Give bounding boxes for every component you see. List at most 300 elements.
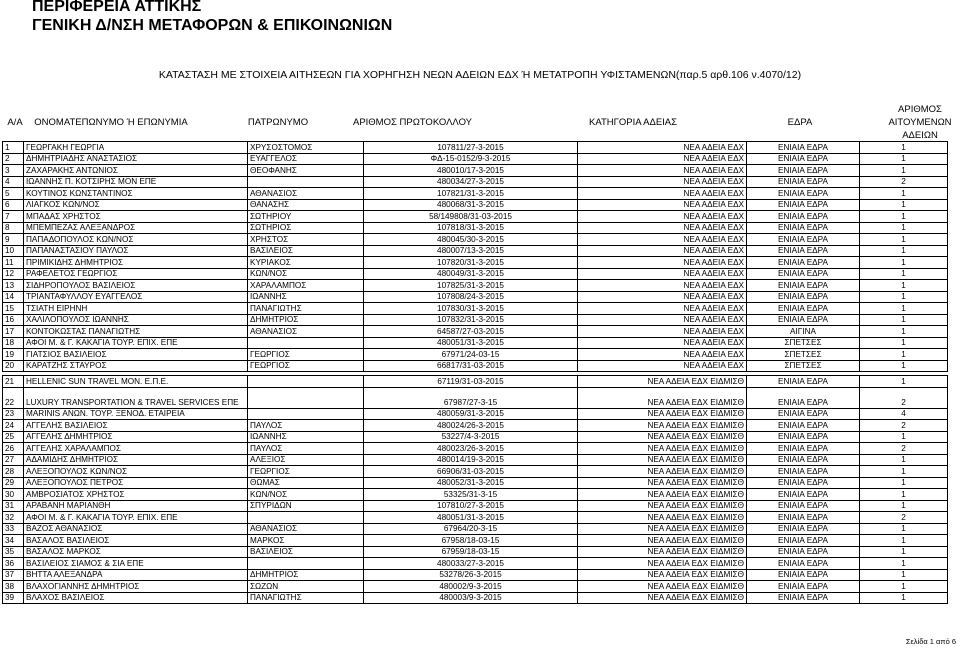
cell-father: ΧΑΡΑΛΑΜΠΟΣ [248, 280, 364, 292]
table-row [3, 489, 948, 501]
cell-father: ΠΑΥΛΟΣ [248, 443, 364, 455]
cell-count: 1 [860, 234, 948, 246]
cell-father [248, 387, 364, 408]
table-row [3, 387, 948, 408]
cell-name: ΒΑΣΑΛΟΣ ΜΑΡΚΟΣ [24, 546, 248, 558]
table-row [3, 303, 948, 315]
cell-father: ΕΥΑΓΓΕΛΟΣ [248, 153, 364, 165]
cell-aa: 5 [3, 188, 24, 200]
cell-protocol: 480024/26-3-2015 [364, 420, 578, 432]
cell-seat: ΕΝΙΑΙΑ ΕΔΡΑ [747, 592, 860, 604]
table-row [3, 314, 948, 326]
cell-father: ΣΩΤΗΡΙΟΣ [248, 222, 364, 234]
cell-name: ΑΛΕΞΟΠΟΥΛΟΣ ΠΕΤΡΟΣ [24, 477, 248, 489]
table-row [3, 234, 948, 246]
cell-aa: 4 [3, 176, 24, 188]
cell-father: ΘΑΝΑΣΗΣ [248, 199, 364, 211]
cell-seat: ΕΝΙΑΙΑ ΕΔΡΑ [747, 500, 860, 512]
cell-aa: 25 [3, 431, 24, 443]
cell-category: ΝΕΑ ΑΔΕΙΑ ΕΔΧ [578, 280, 747, 292]
cell-aa: 6 [3, 199, 24, 211]
table-row [3, 360, 948, 372]
cell-seat: ΕΝΙΑΙΑ ΕΔΡΑ [747, 291, 860, 303]
cell-aa: 30 [3, 489, 24, 501]
cell-category: ΝΕΑ ΑΔΕΙΑ ΕΔΧ [578, 268, 747, 280]
cell-count: 1 [860, 222, 948, 234]
cell-aa: 23 [3, 408, 24, 420]
cell-count: 1 [860, 165, 948, 177]
cell-name: ΑΓΓΕΛΗΣ ΧΑΡΑΛΑΜΠΟΣ [24, 443, 248, 455]
cell-protocol: 67959/18-03-15 [364, 546, 578, 558]
cell-seat: ΕΝΙΑΙΑ ΕΔΡΑ [747, 569, 860, 581]
cell-seat: ΑΙΓΙΝΑ [747, 326, 860, 338]
cell-seat: ΕΝΙΑΙΑ ΕΔΡΑ [747, 142, 860, 154]
cell-name: ΚΑΡΑΤΖΗΣ ΣΤΑΥΡΟΣ [24, 360, 248, 372]
title-line-1: ΠΕΡΙΦΕΡΕΙΑ ΑΤΤΙΚΗΣ [32, 0, 202, 15]
cell-aa: 36 [3, 558, 24, 570]
cell-category: ΝΕΑ ΑΔΕΙΑ ΕΔΧ [578, 349, 747, 361]
table-row [3, 523, 948, 535]
cell-seat: ΕΝΙΑΙΑ ΕΔΡΑ [747, 558, 860, 570]
table-row [3, 466, 948, 478]
cell-aa: 9 [3, 234, 24, 246]
table-header [0, 104, 960, 142]
cell-count: 1 [860, 535, 948, 547]
cell-count: 1 [860, 500, 948, 512]
cell-father [248, 512, 364, 524]
cell-category: ΝΕΑ ΑΔΕΙΑ ΕΔΧ ΕΙΔΜΙΣΘ [578, 454, 747, 466]
cell-seat: ΕΝΙΑΙΑ ΕΔΡΑ [747, 387, 860, 408]
cell-count: 4 [860, 408, 948, 420]
cell-category: ΝΕΑ ΑΔΕΙΑ ΕΔΧ [578, 303, 747, 315]
cell-category: ΝΕΑ ΑΔΕΙΑ ΕΔΧ ΕΙΔΜΙΣΘ [578, 558, 747, 570]
cell-protocol: 480051/31-3-2015 [364, 337, 578, 349]
cell-father [248, 408, 364, 420]
cell-name: ΓΙΑΤΣΙΟΣ ΒΑΣΙΛΕΙΟΣ [24, 349, 248, 361]
col-count-header-2: ΑΙΤΟΥΜΕΝΩΝ [888, 117, 952, 128]
cell-father: ΣΩΤΗΡΙΟΥ [248, 211, 364, 223]
cell-aa: 35 [3, 546, 24, 558]
page-footer: Σελίδα 1 από 6 [905, 637, 956, 646]
cell-protocol: 66817/31-03-2015 [364, 360, 578, 372]
table-row [3, 500, 948, 512]
cell-father: ΑΘΑΝΑΣΙΟΣ [248, 523, 364, 535]
cell-category: ΝΕΑ ΑΔΕΙΑ ΕΔΧ ΕΙΔΜΙΣΘ [578, 477, 747, 489]
cell-seat: ΕΝΙΑΙΑ ΕΔΡΑ [747, 581, 860, 593]
cell-count: 1 [860, 376, 948, 388]
cell-category: ΝΕΑ ΑΔΕΙΑ ΕΔΧ [578, 165, 747, 177]
cell-father: ΑΛΕΞΙΟΣ [248, 454, 364, 466]
cell-category: ΝΕΑ ΑΔΕΙΑ ΕΔΧ [578, 142, 747, 154]
cell-name: ΑΡΑΒΑΝΗ ΜΑΡΙΑΝΘΗ [24, 500, 248, 512]
cell-count: 1 [860, 268, 948, 280]
cell-father: ΑΘΑΝΑΣΙΟΣ [248, 326, 364, 338]
cell-protocol: ΦΔ-15-0152/9-3-2015 [364, 153, 578, 165]
cell-father [248, 176, 364, 188]
table-row [3, 581, 948, 593]
cell-name: ΚΟΥΤΙΝΟΣ ΚΩΝΣΤΑΝΤΙΝΟΣ [24, 188, 248, 200]
cell-category: ΝΕΑ ΑΔΕΙΑ ΕΔΧ [578, 360, 747, 372]
cell-seat: ΕΝΙΑΙΑ ΕΔΡΑ [747, 546, 860, 558]
table-row [3, 512, 948, 524]
cell-category: ΝΕΑ ΑΔΕΙΑ ΕΔΧ [578, 326, 747, 338]
cell-aa: 26 [3, 443, 24, 455]
cell-protocol: 480002/9-3-2015 [364, 581, 578, 593]
cell-father: ΓΕΩΡΓΙΟΣ [248, 349, 364, 361]
table-row [3, 592, 948, 604]
table-row [3, 535, 948, 547]
cell-count: 2 [860, 420, 948, 432]
cell-protocol: 107808/24-3-2015 [364, 291, 578, 303]
cell-aa: 32 [3, 512, 24, 524]
cell-protocol: 53278/26-3-2015 [364, 569, 578, 581]
cell-category: ΝΕΑ ΑΔΕΙΑ ΕΔΧ [578, 153, 747, 165]
cell-name: MARINIS ΑΝΩΝ. ΤΟΥΡ. ΞΕΝΟΔ. ΕΤΑΙΡΕΙΑ [24, 408, 248, 420]
cell-seat: ΕΝΙΑΙΑ ΕΔΡΑ [747, 199, 860, 211]
table-row [3, 165, 948, 177]
cell-protocol: 480049/31-3-2015 [364, 268, 578, 280]
cell-category: ΝΕΑ ΑΔΕΙΑ ΕΔΧ ΕΙΔΜΙΣΘ [578, 500, 747, 512]
cell-name: ΡΑΦΕΛΕΤΟΣ ΓΕΩΡΓΙΟΣ [24, 268, 248, 280]
applications-table [2, 141, 948, 604]
table-row [3, 326, 948, 338]
cell-count: 1 [860, 349, 948, 361]
cell-seat: ΕΝΙΑΙΑ ΕΔΡΑ [747, 523, 860, 535]
table-row [3, 199, 948, 211]
cell-name: ΙΩΑΝΝΗΣ Π. ΚΟΤΣΙΡΗΣ ΜΟΝ ΕΠΕ [24, 176, 248, 188]
cell-aa: 17 [3, 326, 24, 338]
cell-aa: 16 [3, 314, 24, 326]
cell-name: HELLENIC SUN TRAVEL ΜΟΝ. Ε.Π.Ε. [24, 376, 248, 388]
cell-category: ΝΕΑ ΑΔΕΙΑ ΕΔΧ ΕΙΔΜΙΣΘ [578, 546, 747, 558]
cell-category: ΝΕΑ ΑΔΕΙΑ ΕΔΧ [578, 222, 747, 234]
cell-name: ΛΙΑΓΚΟΣ ΚΩΝ/ΝΟΣ [24, 199, 248, 211]
cell-seat: ΕΝΙΑΙΑ ΕΔΡΑ [747, 176, 860, 188]
table-row [3, 337, 948, 349]
cell-aa: 12 [3, 268, 24, 280]
table-row [3, 222, 948, 234]
cell-seat: ΕΝΙΑΙΑ ΕΔΡΑ [747, 303, 860, 315]
table-row [3, 408, 948, 420]
col-seat-header: ΕΔΡΑ [787, 117, 813, 128]
cell-aa: 10 [3, 245, 24, 257]
table-row [3, 245, 948, 257]
cell-father: ΘΕΟΦΑΝΗΣ [248, 165, 364, 177]
cell-count: 1 [860, 489, 948, 501]
cell-father: ΙΩΑΝΝΗΣ [248, 431, 364, 443]
cell-count: 1 [860, 199, 948, 211]
cell-seat: ΕΝΙΑΙΑ ΕΔΡΑ [747, 376, 860, 388]
col-father-header: ΠΑΤΡΩΝΥΜΟ [247, 117, 309, 128]
cell-name: ΒΑΖΟΣ ΑΘΑΝΑΣΙΟΣ [24, 523, 248, 535]
cell-name: ΚΟΝΤΟΚΩΣΤΑΣ ΠΑΝΑΓΙΩΤΗΣ [24, 326, 248, 338]
cell-name: LUXURY TRANSPORTATION & TRAVEL SERVICES ΕΠΕ [24, 387, 248, 408]
cell-name: ΧΑΛΙΛΟΠΟΥΛΟΣ ΙΩΑΝΝΗΣ [24, 314, 248, 326]
cell-seat: ΕΝΙΑΙΑ ΕΔΡΑ [747, 165, 860, 177]
cell-protocol: 480068/31-3-2015 [364, 199, 578, 211]
cell-name: ΑΛΕΞΟΠΟΥΛΟΣ ΚΩΝ/ΝΟΣ [24, 466, 248, 478]
cell-count: 1 [860, 558, 948, 570]
cell-category: ΝΕΑ ΑΔΕΙΑ ΕΔΧ ΕΙΔΜΙΣΘ [578, 512, 747, 524]
cell-category: ΝΕΑ ΑΔΕΙΑ ΕΔΧ [578, 291, 747, 303]
table-row [3, 376, 948, 388]
cell-aa: 22 [3, 387, 24, 408]
cell-category: ΝΕΑ ΑΔΕΙΑ ΕΔΧ [578, 337, 747, 349]
cell-aa: 31 [3, 500, 24, 512]
table-row [3, 546, 948, 558]
cell-aa: 11 [3, 257, 24, 269]
cell-name: ΠΑΠΑΔΟΠΟΥΛΟΣ ΚΩΝ/ΝΟΣ [24, 234, 248, 246]
cell-father: ΣΠΥΡΙΔΩΝ [248, 500, 364, 512]
cell-name: ΒΑΣΙΛΕΙΟΣ ΣΙΑΜΟΣ & ΣΙΑ ΕΠΕ [24, 558, 248, 570]
title-line-2: ΓΕΝΙΚΗ Δ/ΝΣΗ ΜΕΤΑΦΟΡΩΝ & ΕΠΙΚΟΙΝΩΝΙΩΝ [32, 17, 393, 34]
cell-count: 1 [860, 454, 948, 466]
cell-count: 1 [860, 466, 948, 478]
cell-father: ΚΩΝ/ΝΟΣ [248, 268, 364, 280]
cell-category: ΝΕΑ ΑΔΕΙΑ ΕΔΧ [578, 176, 747, 188]
table-row [3, 211, 948, 223]
cell-father: ΑΘΑΝΑΣΙΟΣ [248, 188, 364, 200]
cell-count: 1 [860, 211, 948, 223]
cell-seat: ΕΝΙΑΙΑ ΕΔΡΑ [747, 314, 860, 326]
col-protocol-header: ΑΡΙΘΜΟΣ ΠΡΩΤΟΚΟΛΛΟΥ [352, 117, 472, 128]
cell-name: ΣΙΔΗΡΟΠΟΥΛΟΣ ΒΑΣΙΛΕΙΟΣ [24, 280, 248, 292]
cell-father: ΚΥΡΙΑΚΟΣ [248, 257, 364, 269]
cell-count: 1 [860, 477, 948, 489]
cell-count: 1 [860, 245, 948, 257]
cell-count: 1 [860, 546, 948, 558]
cell-seat: ΕΝΙΑΙΑ ΕΔΡΑ [747, 245, 860, 257]
cell-seat: ΕΝΙΑΙΑ ΕΔΡΑ [747, 420, 860, 432]
cell-name: ΑΓΓΕΛΗΣ ΒΑΣΙΛΕΙΟΣ [24, 420, 248, 432]
cell-protocol: 66906/31-03-2015 [364, 466, 578, 478]
cell-name: ΑΔΑΜΙΔΗΣ ΔΗΜΗΤΡΙΟΣ [24, 454, 248, 466]
cell-aa: 15 [3, 303, 24, 315]
cell-father [248, 376, 364, 388]
table-row [3, 176, 948, 188]
cell-aa: 37 [3, 569, 24, 581]
cell-protocol: 480052/31-3-2015 [364, 477, 578, 489]
cell-seat: ΕΝΙΑΙΑ ΕΔΡΑ [747, 280, 860, 292]
cell-seat: ΕΝΙΑΙΑ ΕΔΡΑ [747, 477, 860, 489]
cell-protocol: 480059/31-3-2015 [364, 408, 578, 420]
cell-count: 1 [860, 337, 948, 349]
table-row [3, 443, 948, 455]
cell-father: ΣΩΖΩΝ [248, 581, 364, 593]
cell-seat: ΕΝΙΑΙΑ ΕΔΡΑ [747, 454, 860, 466]
cell-father: ΠΑΝΑΓΙΩΤΗΣ [248, 592, 364, 604]
cell-seat: ΕΝΙΑΙΑ ΕΔΡΑ [747, 431, 860, 443]
cell-protocol: 480010/17-3-2015 [364, 165, 578, 177]
cell-seat: ΕΝΙΑΙΑ ΕΔΡΑ [747, 466, 860, 478]
cell-protocol: 480045/30-3-2015 [364, 234, 578, 246]
cell-name: ΑΓΓΕΛΗΣ ΔΗΜΗΤΡΙΟΣ [24, 431, 248, 443]
cell-seat: ΕΝΙΑΙΑ ΕΔΡΑ [747, 257, 860, 269]
cell-aa: 21 [3, 376, 24, 388]
cell-name: ΑΦΟΙ Μ. & Γ. ΚΑΚΑΓΙΑ ΤΟΥΡ. ΕΠΙΧ. ΕΠΕ [24, 512, 248, 524]
cell-aa: 19 [3, 349, 24, 361]
table-row [3, 291, 948, 303]
cell-protocol: 107821/31-3-2015 [364, 188, 578, 200]
cell-category: ΝΕΑ ΑΔΕΙΑ ΕΔΧ ΕΙΔΜΙΣΘ [578, 569, 747, 581]
table-row [3, 420, 948, 432]
cell-father: ΧΡΗΣΤΟΣ [248, 234, 364, 246]
table-row [3, 268, 948, 280]
cell-category: ΝΕΑ ΑΔΕΙΑ ΕΔΧ ΕΙΔΜΙΣΘ [578, 420, 747, 432]
col-name-header: ΟΝΟΜΑΤΕΠΩΝΥΜΟ Ή ΕΠΩΝΥΜΙΑ [34, 117, 188, 128]
cell-protocol: 480034/27-3-2015 [364, 176, 578, 188]
cell-protocol: 67987/27-3-15 [364, 387, 578, 408]
cell-aa: 3 [3, 165, 24, 177]
cell-aa: 39 [3, 592, 24, 604]
cell-aa: 20 [3, 360, 24, 372]
cell-father [248, 337, 364, 349]
cell-name: ΑΜΒΡΟΣΙΑΤΟΣ ΧΡΗΣΤΟΣ [24, 489, 248, 501]
cell-count: 2 [860, 176, 948, 188]
cell-father: ΧΡΥΣΟΣΤΟΜΟΣ [248, 142, 364, 154]
col-aa-header: Α/Α [7, 117, 23, 128]
cell-category: ΝΕΑ ΑΔΕΙΑ ΕΔΧ [578, 211, 747, 223]
cell-father: ΘΩΜΑΣ [248, 477, 364, 489]
cell-count: 1 [860, 188, 948, 200]
cell-seat: ΕΝΙΑΙΑ ΕΔΡΑ [747, 211, 860, 223]
cell-name: ΓΕΩΡΓΑΚΗ ΓΕΩΡΓΙΑ [24, 142, 248, 154]
col-count-header-1: ΑΡΙΘΜΟΣ [898, 104, 942, 115]
cell-protocol: 107820/31-3-2015 [364, 257, 578, 269]
table-row [3, 188, 948, 200]
cell-father: ΚΩΝ/ΝΟΣ [248, 489, 364, 501]
cell-name: ΠΑΠΑΝΑΣΤΑΣΙΟΥ ΠΑΥΛΟΣ [24, 245, 248, 257]
cell-count: 2 [860, 443, 948, 455]
cell-category: ΝΕΑ ΑΔΕΙΑ ΕΔΧ ΕΙΔΜΙΣΘ [578, 581, 747, 593]
cell-aa: 13 [3, 280, 24, 292]
cell-protocol: 67119/31-03-2015 [364, 376, 578, 388]
cell-protocol: 53325/31-3-15 [364, 489, 578, 501]
cell-protocol: 67971/24-03-15 [364, 349, 578, 361]
cell-category: ΝΕΑ ΑΔΕΙΑ ΕΔΧ [578, 199, 747, 211]
cell-father: ΙΩΑΝΝΗΣ [248, 291, 364, 303]
cell-protocol: 107832/31-3-2015 [364, 314, 578, 326]
cell-aa: 33 [3, 523, 24, 535]
cell-category: ΝΕΑ ΑΔΕΙΑ ΕΔΧ ΕΙΔΜΙΣΘ [578, 535, 747, 547]
cell-count: 1 [860, 569, 948, 581]
cell-seat: ΕΝΙΑΙΑ ΕΔΡΑ [747, 535, 860, 547]
cell-category: ΝΕΑ ΑΔΕΙΑ ΕΔΧ ΕΙΔΜΙΣΘ [578, 489, 747, 501]
cell-seat: ΕΝΙΑΙΑ ΕΔΡΑ [747, 153, 860, 165]
cell-protocol: 480023/26-3-2015 [364, 443, 578, 455]
cell-name: ΒΗΤΤΑ ΑΛΕΞΑΝΔΡΑ [24, 569, 248, 581]
cell-count: 1 [860, 257, 948, 269]
cell-name: ΤΡΙΑΝΤΑΦΥΛΛΟΥ ΕΥΑΓΓΕΛΟΣ [24, 291, 248, 303]
cell-aa: 8 [3, 222, 24, 234]
cell-father [248, 558, 364, 570]
cell-category: ΝΕΑ ΑΔΕΙΑ ΕΔΧ ΕΙΔΜΙΣΘ [578, 443, 747, 455]
cell-seat: ΕΝΙΑΙΑ ΕΔΡΑ [747, 443, 860, 455]
cell-seat: ΕΝΙΑΙΑ ΕΔΡΑ [747, 489, 860, 501]
col-count-header-3: ΑΔΕΙΩΝ [902, 130, 938, 141]
cell-name: ΖΑΧΑΡΑΚΗΣ ΑΝΤΩΝΙΟΣ [24, 165, 248, 177]
cell-aa: 38 [3, 581, 24, 593]
cell-category: ΝΕΑ ΑΔΕΙΑ ΕΔΧ ΕΙΔΜΙΣΘ [578, 592, 747, 604]
cell-count: 1 [860, 523, 948, 535]
cell-protocol: 107830/31-3-2015 [364, 303, 578, 315]
cell-father: ΠΑΥΛΟΣ [248, 420, 364, 432]
cell-father: ΒΑΣΙΛΕΙΟΣ [248, 546, 364, 558]
cell-count: 1 [860, 314, 948, 326]
cell-count: 1 [860, 291, 948, 303]
cell-name: ΔΗΜΗΤΡΙΑΔΗΣ ΑΝΑΣΤΑΣΙΟΣ [24, 153, 248, 165]
cell-protocol: 64587/27-03-2015 [364, 326, 578, 338]
cell-father: ΓΕΩΡΓΙΟΣ [248, 360, 364, 372]
cell-seat: ΣΠΕΤΣΕΣ [747, 360, 860, 372]
cell-count: 1 [860, 360, 948, 372]
cell-aa: 7 [3, 211, 24, 223]
cell-category: ΝΕΑ ΑΔΕΙΑ ΕΔΧ ΕΙΔΜΙΣΘ [578, 408, 747, 420]
cell-count: 1 [860, 592, 948, 604]
cell-father: ΓΕΩΡΓΙΟΣ [248, 466, 364, 478]
cell-protocol: 53227/4-3-2015 [364, 431, 578, 443]
cell-category: ΝΕΑ ΑΔΕΙΑ ΕΔΧ [578, 188, 747, 200]
cell-aa: 27 [3, 454, 24, 466]
cell-name: ΠΡΙΜΙΚΙΔΗΣ ΔΗΜΗΤΡΙΟΣ [24, 257, 248, 269]
cell-name: ΒΛΑΧΟΣ ΒΑΣΙΛΕΙΟΣ [24, 592, 248, 604]
cell-seat: ΕΝΙΑΙΑ ΕΔΡΑ [747, 188, 860, 200]
table-row [3, 477, 948, 489]
cell-name: ΤΣΙΑΤΗ ΕΙΡΗΝΗ [24, 303, 248, 315]
cell-protocol: 107825/31-3-2015 [364, 280, 578, 292]
col-category-header: ΚΑΤΗΓΟΡΙΑ ΑΔΕΙΑΣ [588, 117, 678, 128]
cell-protocol: 67964/20-3-15 [364, 523, 578, 535]
cell-name: ΒΑΣΑΛΟΣ ΒΑΣΙΛΕΙΟΣ [24, 535, 248, 547]
cell-aa: 1 [3, 142, 24, 154]
cell-count: 1 [860, 142, 948, 154]
cell-count: 1 [860, 153, 948, 165]
cell-protocol: 107811/27-3-2015 [364, 142, 578, 154]
cell-count: 1 [860, 431, 948, 443]
table-row [3, 569, 948, 581]
cell-protocol: 58/149808/31-03-2015 [364, 211, 578, 223]
cell-seat: ΕΝΙΑΙΑ ΕΔΡΑ [747, 222, 860, 234]
table-row [3, 349, 948, 361]
cell-father: ΒΑΣΙΛΕΙΟΣ [248, 245, 364, 257]
cell-seat: ΕΝΙΑΙΑ ΕΔΡΑ [747, 408, 860, 420]
cell-category: ΝΕΑ ΑΔΕΙΑ ΕΔΧ [578, 245, 747, 257]
cell-protocol: 67958/18-03-15 [364, 535, 578, 547]
cell-category: ΝΕΑ ΑΔΕΙΑ ΕΔΧ [578, 257, 747, 269]
cell-category: ΝΕΑ ΑΔΕΙΑ ΕΔΧ ΕΙΔΜΙΣΘ [578, 387, 747, 408]
cell-seat: ΣΠΕΤΣΕΣ [747, 337, 860, 349]
cell-name: ΜΠΕΜΠΕΖΑΣ ΑΛΕΞΑΝΔΡΟΣ [24, 222, 248, 234]
cell-aa: 28 [3, 466, 24, 478]
table-row [3, 142, 948, 154]
cell-category: ΝΕΑ ΑΔΕΙΑ ΕΔΧ ΕΙΔΜΙΣΘ [578, 523, 747, 535]
cell-name: ΑΦΟΙ Μ. & Γ. ΚΑΚΑΓΙΑ ΤΟΥΡ. ΕΠΙΧ. ΕΠΕ [24, 337, 248, 349]
cell-father: ΠΑΝΑΓΙΩΤΗΣ [248, 303, 364, 315]
cell-protocol: 480051/31-3-2015 [364, 512, 578, 524]
cell-seat: ΕΝΙΑΙΑ ΕΔΡΑ [747, 268, 860, 280]
cell-name: ΒΛΑΧΟΓΙΑΝΝΗΣ ΔΗΜΗΤΡΙΟΣ [24, 581, 248, 593]
cell-count: 1 [860, 280, 948, 292]
cell-aa: 24 [3, 420, 24, 432]
cell-count: 1 [860, 303, 948, 315]
cell-aa: 2 [3, 153, 24, 165]
cell-protocol: 480007/13-3-2015 [364, 245, 578, 257]
cell-aa: 34 [3, 535, 24, 547]
table-row [3, 280, 948, 292]
cell-protocol: 480033/27-3-2015 [364, 558, 578, 570]
cell-seat: ΣΠΕΤΣΕΣ [747, 349, 860, 361]
cell-count: 1 [860, 326, 948, 338]
